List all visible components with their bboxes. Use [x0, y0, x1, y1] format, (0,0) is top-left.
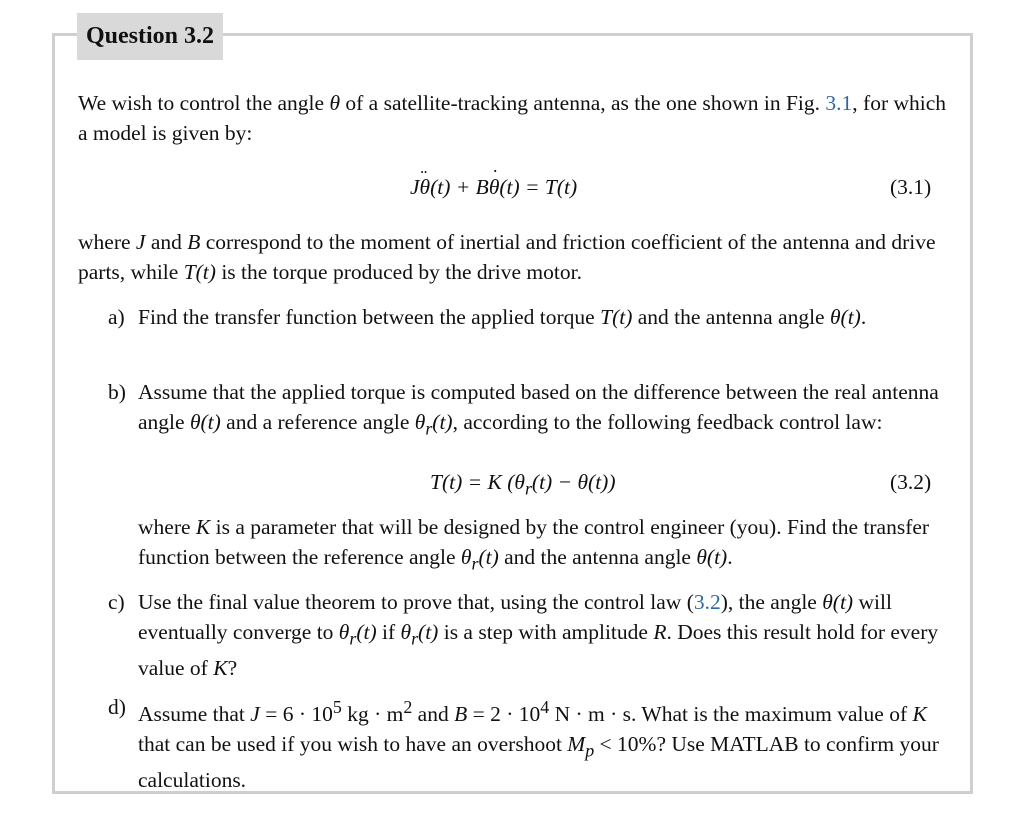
part-d-label: d): [108, 695, 126, 719]
equation-reference-link[interactable]: 3.2: [693, 590, 721, 614]
equation-3-1: J¨ θ(t) + B˙ θ(t) = T(t): [410, 172, 577, 202]
part-d: d) Assume that $J = 6 \cdot 10^5$ kg · $m^2$ and $B = 2 \cdot 10^4$ N · m · s. What is the maximum value of K that can be used if you wish to have an overshoot $M_p < 10\%$? Use MATLAB to confirm your calculations.: [108, 692, 952, 795]
part-b-continued: where K is a parameter that will be designed by the control engineer (you). Find the transfer function between the reference angle $\theta_r(t)$ and the antenna angle θ(t).: [138, 515, 930, 574]
question-title: Question 3.2: [77, 13, 223, 60]
equation-number-3-1: (3.1): [890, 175, 932, 199]
equation-3-2: T(t) = K $(\theta_r(t) - \theta(t))$: [430, 470, 616, 499]
part-a-label: a): [108, 305, 125, 329]
equation-number-3-2: (3.2): [890, 470, 932, 494]
part-a: a) Find the transfer function between the applied torque T(t) and the antenna angle θ(t).: [108, 302, 952, 332]
part-b-label: b): [108, 380, 126, 404]
part-c-label: c): [108, 590, 125, 614]
part-c: c) Use the final value theorem to prove that, using the control law (3.2), the angle θ(t) will eventually converge to $\theta_r(t)$ if $\theta_r(t)$ is a step with amplitude R. Does this result hold for every value of K?: [108, 587, 952, 683]
part-b: b) Assume that the applied torque is computed based on the difference between the real antenna angle θ(t) and a reference angle $\theta_r(t)$, according to the following feedback control law:: [108, 377, 952, 443]
figure-reference-link[interactable]: 3.1: [825, 91, 853, 115]
intro-paragraph: We wish to control the angle θ of a satellite-tracking antenna, as the one shown in Fig. 3.1, for which a model is given by:: [78, 91, 947, 145]
description-paragraph: where J and B correspond to the moment of inertial and friction coefficient of the antenna and drive parts, while T(t) is the torque produced by the drive motor.: [78, 230, 936, 284]
